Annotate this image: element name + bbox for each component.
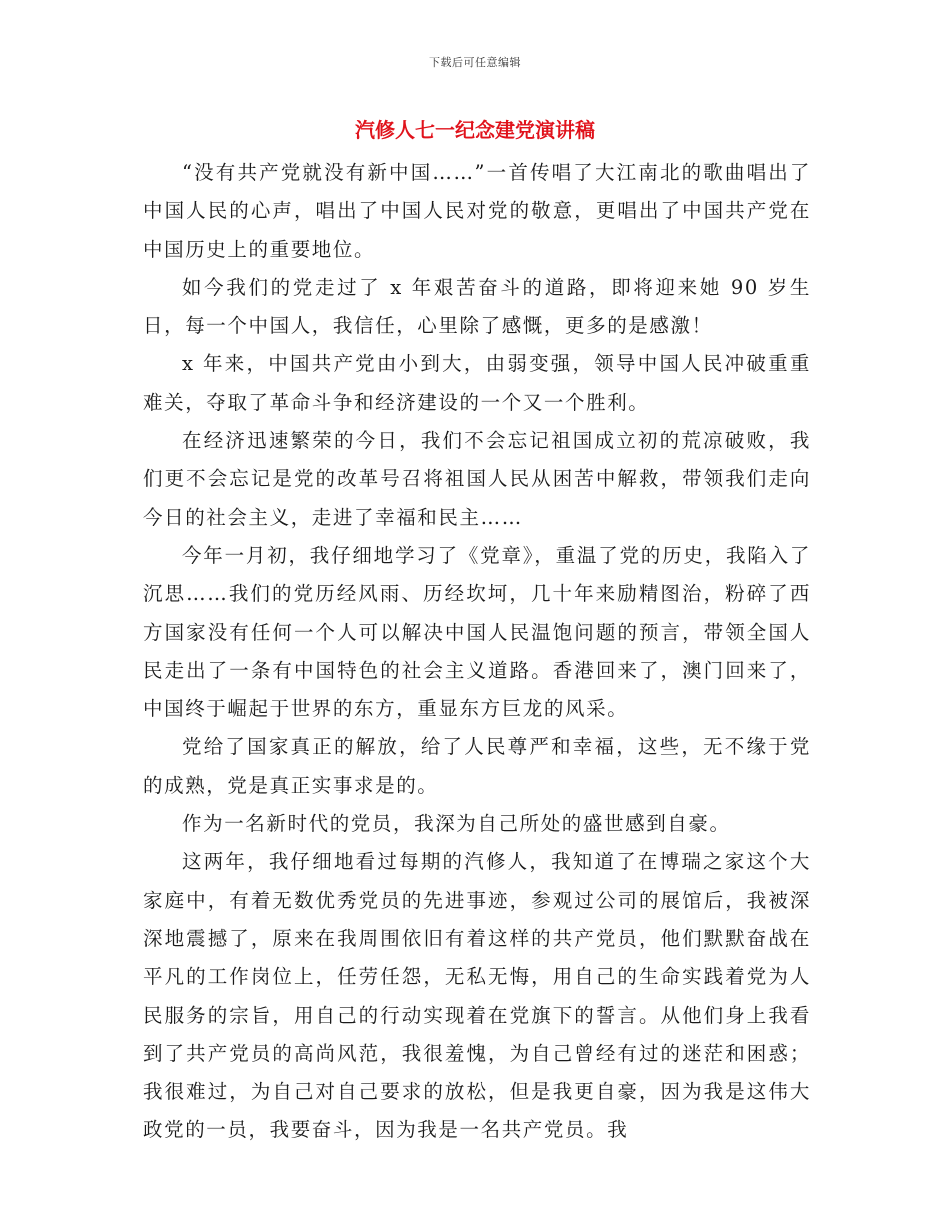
document-body: [143, 154, 811, 1150]
paragraph: 作为一名新时代的党员，我深为自己所处的盛世感到自豪。: [182, 812, 731, 836]
paragraph: 如今我们的党走过了 x 年艰苦奋斗的道路，即将迎来她 90 岁生日，每一个中国人，我信任，心里除了感慨，更多的是感激！: [143, 275, 811, 338]
page-header-note: 下载后可任意编辑: [429, 56, 521, 69]
paragraph: x 年来，中国共产党由小到大，由弱变强，领导中国人民冲破重重难关，夺取了革命斗争和经济建设的一个又一个胜利。: [143, 352, 811, 414]
paragraph: 在经济迅速繁荣的今日，我们不会忘记祖国成立初的荒凉破败，我们更不会忘记是党的改革号召将祖国人民从困苦中解救，带领我们走向今日的社会主义，走进了幸福和民主……: [143, 429, 811, 529]
document-title: 汽修人七一纪念建党演讲稿: [355, 118, 595, 142]
paragraph: 这两年，我仔细地看过每期的汽修人，我知道了在博瑞之家这个大家庭中，有着无数优秀党员的先进事迹，参观过公司的展馆后，我被深深地震撼了，原来在我周围依旧有着这样的共产党员，他们默默奋战在平凡的工作岗位上，任劳任怨，无私无悔，用自己的生命实践着党为人民服务的宗旨，用自己的行动实现着在党旗下的誓言。从他们身上我看到了共产党员的高尚风范，我很羞愧，为自己曾经有过的迷茫和困惑；我很难过，为自己对自己要求的放松，但是我更自豪，因为我是这伟大政党的一员，我要奋斗，因为我是一名共产党员。我: [143, 850, 811, 1142]
paragraph: 今年一月初，我仔细地学习了《党章》，重温了党的历史，我陷入了沉思……我们的党历经风雨、历经坎坷，几十年来励精图治，粉碎了西方国家没有任何一个人可以解决中国人民温饱问题的预言，带领全国人民走出了一条有中国特色的社会主义道路。香港回来了，澳门回来了，中国终于崛起于世界的东方，重显东方巨龙的风采。: [143, 543, 811, 721]
paragraph: 党给了国家真正的解放，给了人民尊严和幸福，这些，无不缘于党的成熟，党是真正实事求是的。: [143, 735, 811, 797]
paragraph: “没有共产党就没有新中国……”一首传唱了大江南北的歌曲唱出了中国人民的心声，唱出了中国人民对党的敬意，更唱出了中国共产党在中国历史上的重要地位。: [143, 161, 811, 261]
